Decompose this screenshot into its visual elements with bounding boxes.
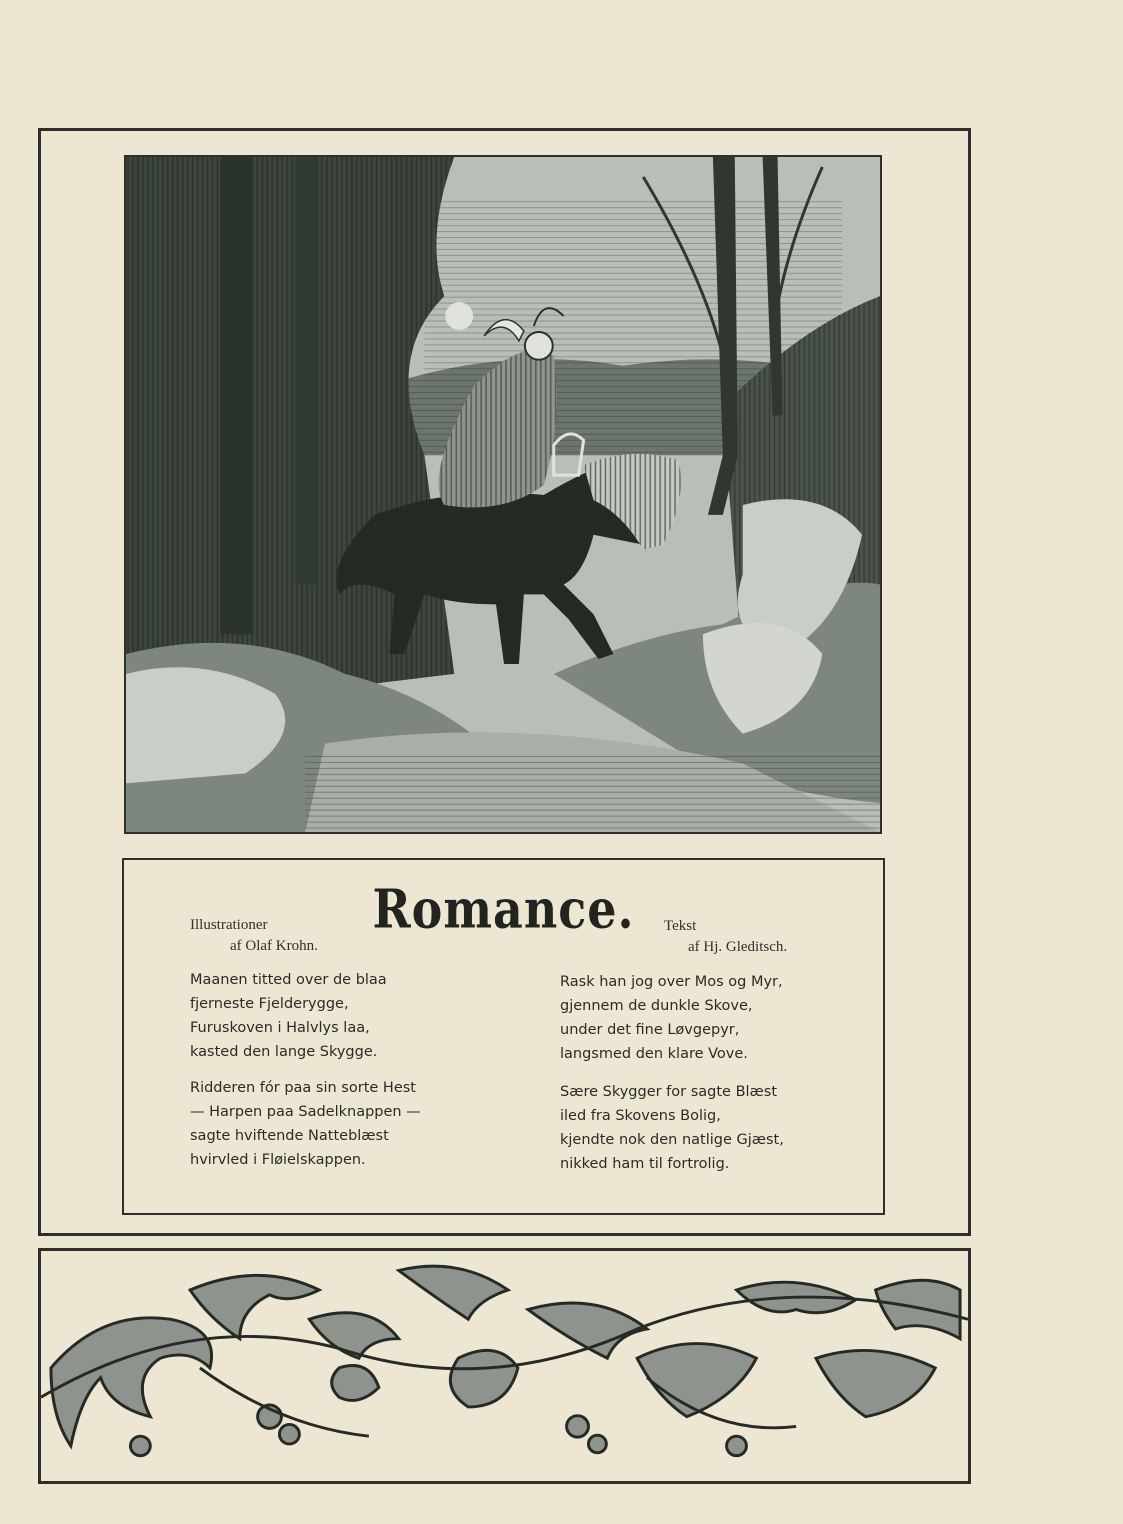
stanza-4 [560, 1080, 784, 1176]
verse-line: iled fra Skovens Bolig, [560, 1108, 721, 1124]
knight-on-horse-illustration [124, 155, 882, 834]
floral-ornament-band [38, 1248, 971, 1484]
stanza-1 [190, 968, 387, 1064]
verse-line: Rask han jog over Mos og Myr, [560, 974, 783, 990]
text-credit [664, 916, 787, 958]
stanza-2 [190, 1076, 421, 1172]
credit-right-line-2: af Hj. Gleditsch. [688, 939, 788, 955]
verse-line: Maanen titted over de blaa [190, 972, 387, 988]
credit-right-line-1: Tekst [664, 918, 697, 934]
verse-line: langsmed den klare Vove. [560, 1046, 748, 1062]
verse-line: gjennem de dunkle Skove, [560, 998, 753, 1014]
verse-line: Furuskoven i Halvlys laa, [190, 1020, 370, 1036]
verse-line: under det fine Løvgepyr, [560, 1022, 740, 1038]
poem-panel [122, 858, 885, 1215]
verse-line: nikked ham til fortrolig. [560, 1156, 730, 1172]
verse-line: Ridderen fór paa sin sorte Hest [190, 1080, 416, 1096]
verse-line: fjerneste Fjelderygge, [190, 996, 349, 1012]
credit-left-line-1: Illustrationer [190, 917, 268, 933]
verse-line: kjendte nok den natlige Gjæst, [560, 1132, 784, 1148]
verse-line: sagte hviftende Natteblæst [190, 1128, 389, 1144]
verse-line: Sære Skygger for sagte Blæst [560, 1084, 778, 1100]
verse-line: — Harpen paa Sadelknappen — [190, 1104, 421, 1120]
verse-line: hvirvled i Fløielskappen. [190, 1152, 366, 1168]
stanza-3 [560, 970, 783, 1066]
poem-title: Romance. [372, 877, 635, 941]
verse-line: kasted den lange Skygge. [190, 1044, 378, 1060]
credit-left-line-2: af Olaf Krohn. [230, 938, 318, 954]
